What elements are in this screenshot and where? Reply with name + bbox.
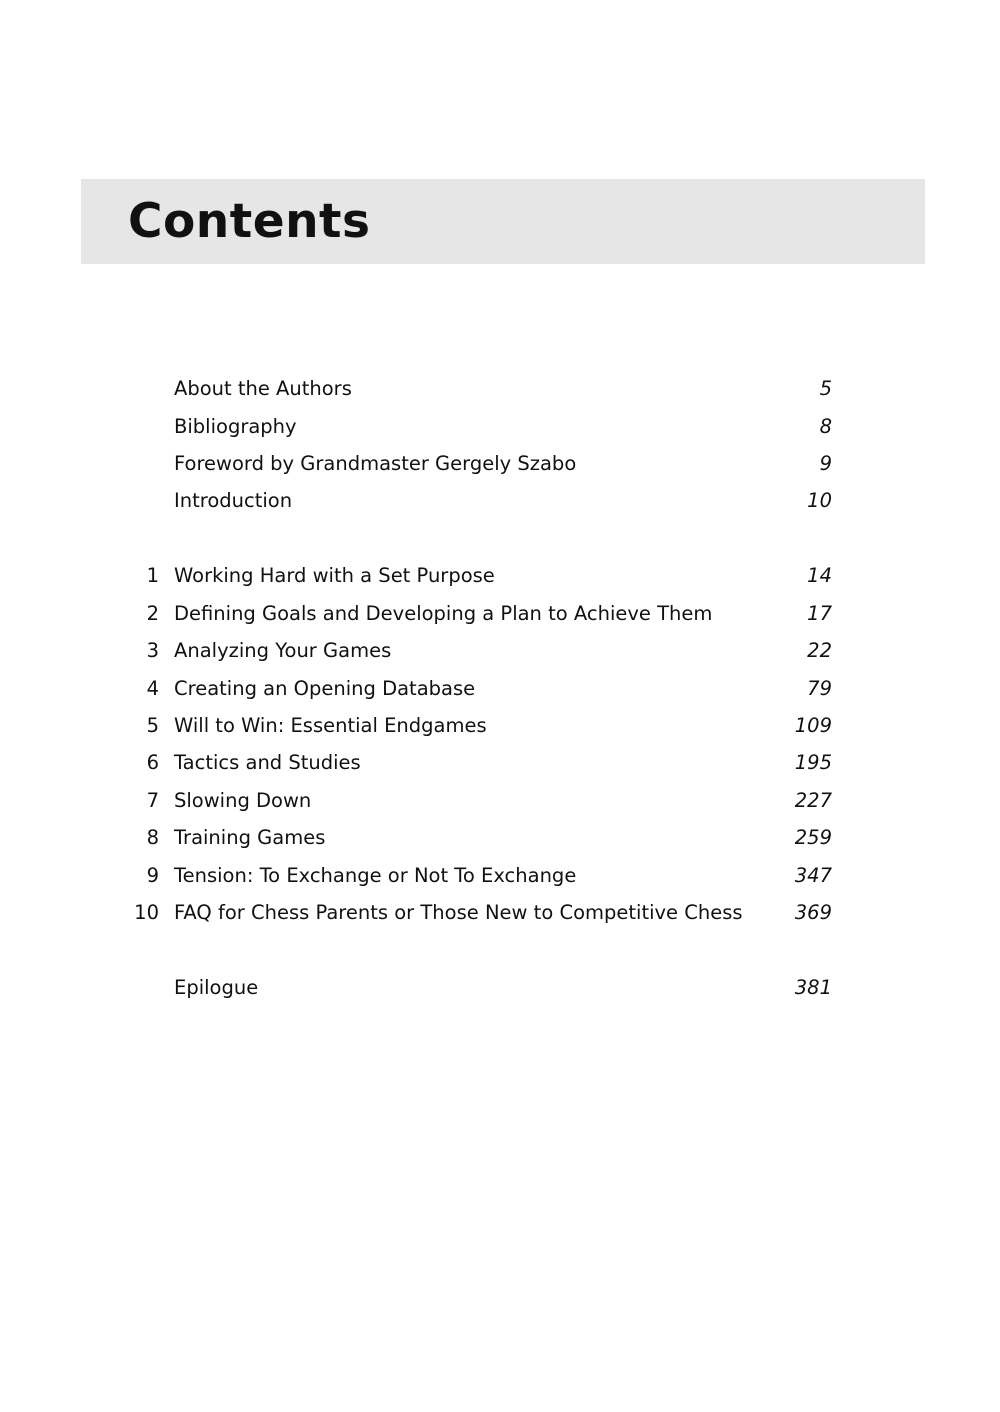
page-title: Contents [128, 194, 371, 249]
toc-entry-page: 347 [794, 864, 832, 887]
toc-entry-number: 4 [146, 677, 159, 700]
toc-entry-bibliography[interactable] [130, 412, 834, 442]
toc-entry-number: 7 [146, 789, 159, 812]
toc-entry-title: Slowing Down [174, 789, 312, 812]
toc-entry-title: Foreword by Grandmaster Gergely Szabo [174, 452, 577, 475]
toc-entry-page: 9 [819, 452, 832, 475]
toc-entry-number: 5 [146, 714, 159, 737]
toc-entry-page: 109 [794, 714, 832, 737]
toc-entry-page: 17 [807, 602, 832, 625]
toc-entry-title: Tactics and Studies [174, 751, 361, 774]
toc-entry-number: 2 [146, 602, 159, 625]
toc-entry-page: 5 [819, 377, 832, 400]
toc-entry-number: 1 [146, 564, 159, 587]
toc-entry-page: 381 [794, 976, 832, 999]
toc-entry-page: 14 [807, 564, 832, 587]
toc-entry-chapter-6[interactable] [130, 748, 834, 778]
toc-entry-chapter-1[interactable] [130, 561, 834, 591]
toc-entry-chapter-3[interactable] [130, 636, 834, 666]
toc-entry-number: 6 [146, 751, 159, 774]
toc-entry-page: 259 [794, 826, 832, 849]
toc-entry-title: Will to Win: Essential Endgames [174, 714, 487, 737]
toc-entry-title: Defining Goals and Developing a Plan to Achieve Them [174, 602, 713, 625]
toc-entry-title: Introduction [174, 489, 293, 512]
toc-entry-title: FAQ for Chess Parents or Those New to Competitive Chess [174, 901, 743, 924]
toc-entry-title: Tension: To Exchange or Not To Exchange [174, 864, 577, 887]
toc-entry-page: 369 [794, 901, 832, 924]
toc-entry-page: 22 [807, 639, 832, 662]
toc-entry-chapter-2[interactable] [130, 599, 834, 629]
toc-entry-title: About the Authors [174, 377, 352, 400]
toc-entry-title: Training Games [174, 826, 326, 849]
toc-entry-title: Epilogue [174, 976, 259, 999]
toc-entry-title: Working Hard with a Set Purpose [174, 564, 495, 587]
toc-entry-title: Creating an Opening Database [174, 677, 476, 700]
toc-entry-number: 3 [146, 639, 159, 662]
toc-entry-chapter-7[interactable] [130, 786, 834, 816]
toc-entry-chapter-4[interactable] [130, 674, 834, 704]
toc-entry-chapter-10[interactable] [130, 898, 834, 928]
toc-entry-page: 79 [807, 677, 832, 700]
toc-entry-page: 195 [794, 751, 832, 774]
toc-entry-number: 9 [146, 864, 159, 887]
toc-entry-chapter-8[interactable] [130, 823, 834, 853]
toc-entry-page: 227 [794, 789, 832, 812]
toc-entry-page: 10 [807, 489, 832, 512]
toc-entry-foreword[interactable] [130, 449, 834, 479]
toc-entry-about-the-authors[interactable] [130, 374, 834, 404]
toc-entry-title: Bibliography [174, 415, 297, 438]
toc-entry-number: 8 [146, 826, 159, 849]
toc-entry-introduction[interactable] [130, 486, 834, 516]
toc-entry-epilogue[interactable] [130, 973, 834, 1003]
toc-entry-number: 10 [134, 901, 159, 924]
title-band [81, 179, 925, 264]
toc-entry-title: Analyzing Your Games [174, 639, 392, 662]
toc-entry-chapter-5[interactable] [130, 711, 834, 741]
toc-entry-page: 8 [819, 415, 832, 438]
toc-entry-chapter-9[interactable] [130, 861, 834, 891]
